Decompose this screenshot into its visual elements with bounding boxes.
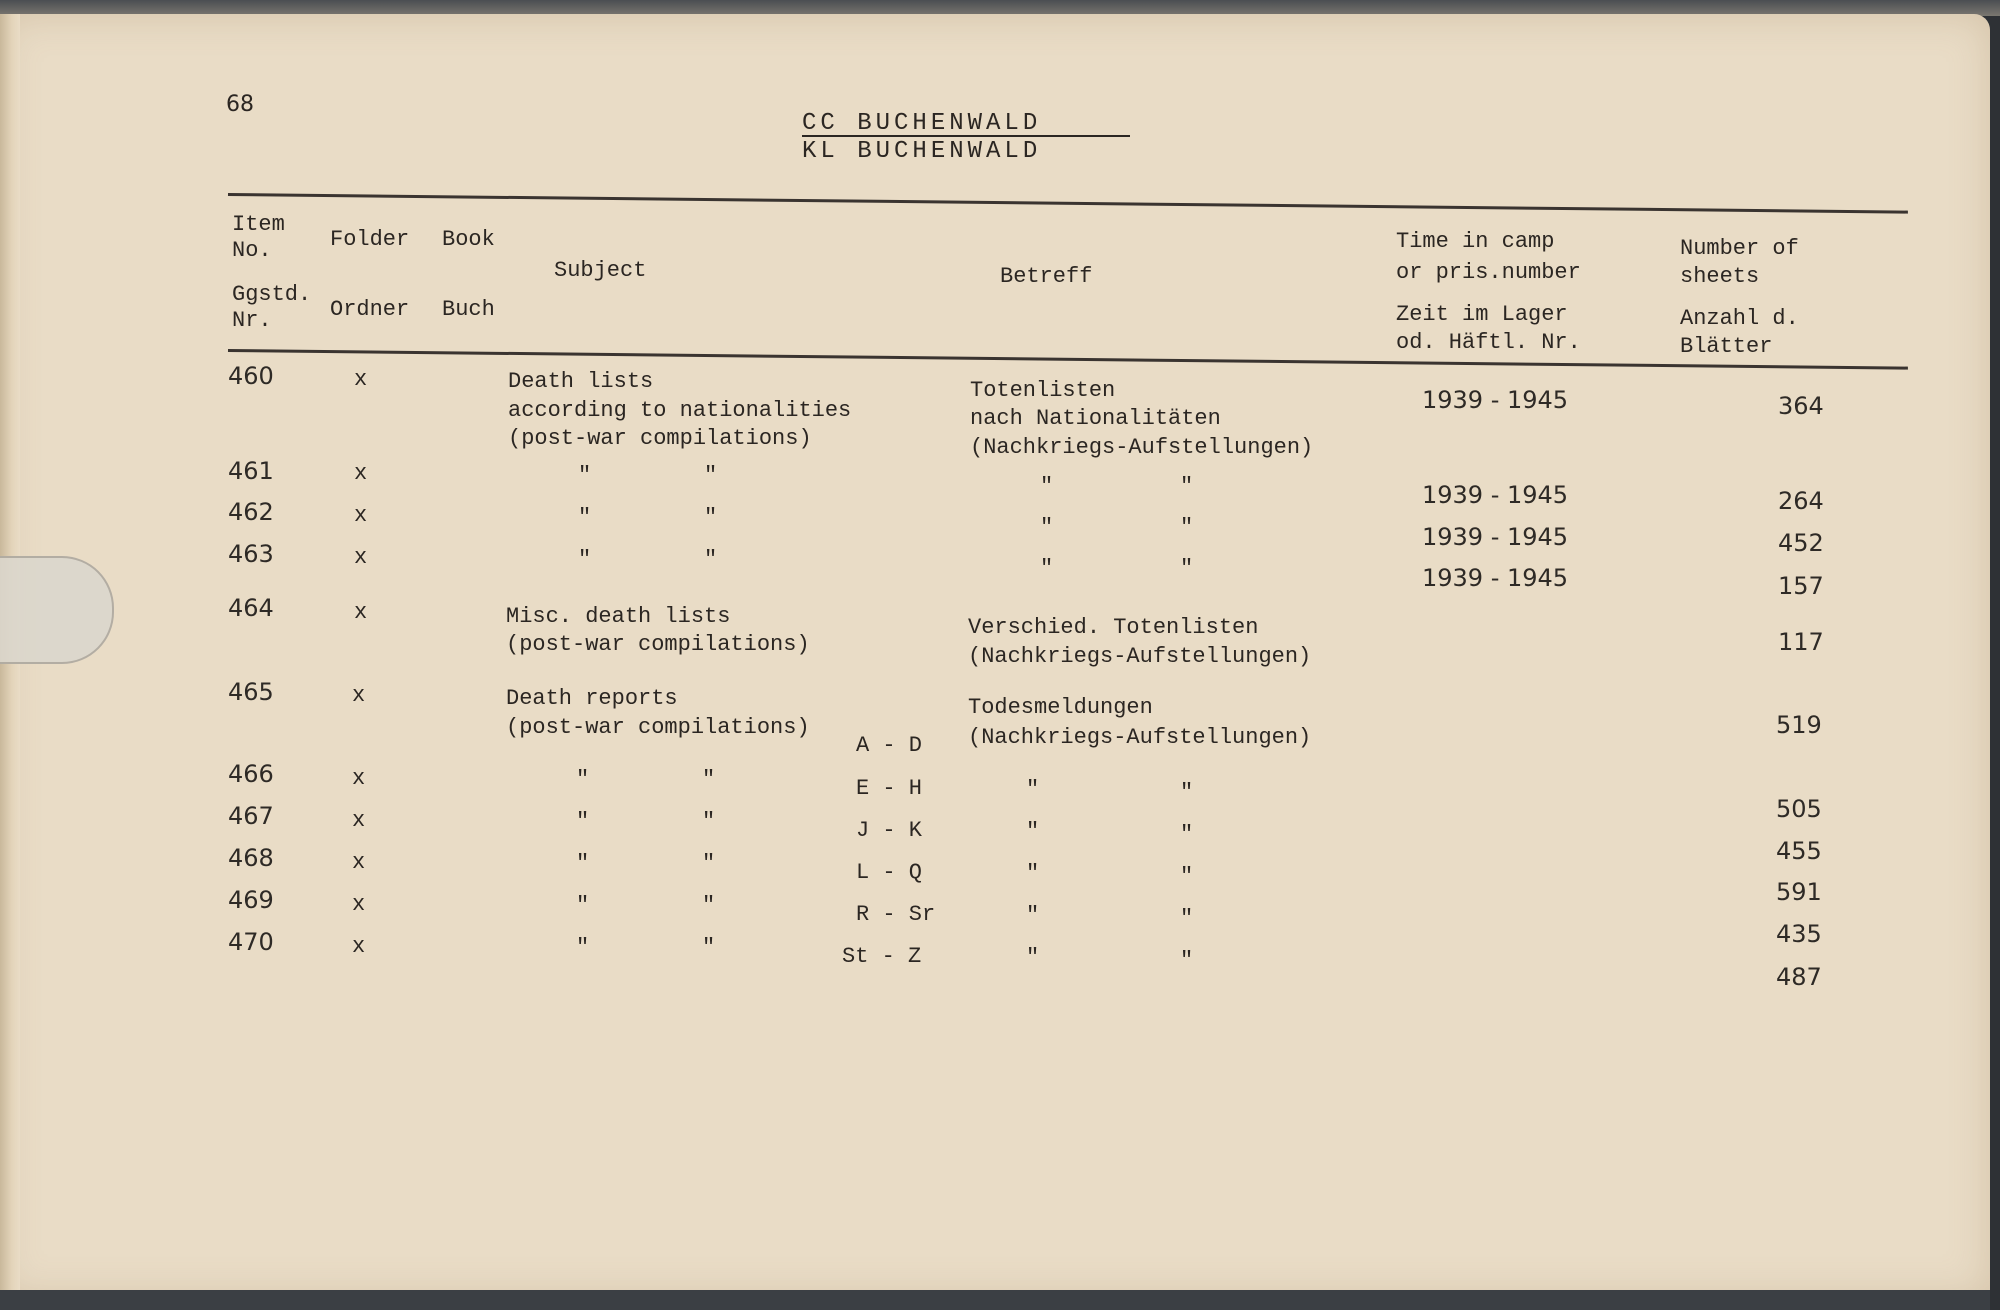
ditto-mark: ": [704, 463, 718, 488]
sheet-count: 157: [1778, 572, 1824, 600]
ditto-mark: ": [1180, 556, 1194, 581]
folder-mark: x: [352, 766, 366, 791]
ditto-mark: ": [1026, 861, 1040, 886]
subject-line: (post-war compilations): [508, 426, 812, 451]
header-sheets-en-1: Number of: [1680, 236, 1799, 261]
page-subtitle: KL BUCHENWALD: [802, 138, 1042, 165]
header-folder-en: Folder: [330, 227, 410, 252]
ditto-mark: ": [702, 935, 716, 960]
ditto-mark: ": [1040, 474, 1054, 499]
subject-line: Death lists: [508, 369, 654, 394]
folder-mark: x: [354, 367, 368, 392]
header-book-en: Book: [442, 227, 495, 252]
item-number: 465: [228, 678, 274, 706]
header-item-de-2: Nr.: [232, 308, 272, 333]
ditto-mark: ": [578, 463, 592, 488]
header-sheets-en-2: sheets: [1680, 264, 1760, 289]
folder-mark: x: [352, 808, 366, 833]
ditto-mark: ": [1180, 780, 1194, 805]
sheet-count: 455: [1776, 837, 1822, 865]
time-in-camp: 1939 - 1945: [1422, 564, 1569, 592]
alphabet-range: L - Q: [856, 860, 923, 885]
alphabet-range: A - D: [856, 733, 923, 758]
sheet-count: 364: [1778, 392, 1824, 420]
subject-line: according to nationalities: [508, 398, 852, 423]
folder-mark: x: [354, 503, 368, 528]
betreff-line: (Nachkriegs-Aufstellungen): [968, 644, 1312, 669]
ditto-mark: ": [1180, 515, 1194, 540]
item-number: 468: [228, 844, 274, 872]
sheet-count: 435: [1776, 920, 1822, 948]
title-underline: [802, 135, 1130, 137]
betreff-line: (Nachkriegs-Aufstellungen): [968, 725, 1312, 750]
sheet-count: 505: [1776, 795, 1822, 823]
betreff-line: nach Nationalitäten: [970, 406, 1221, 431]
ditto-mark: ": [702, 767, 716, 792]
header-time-en-2: or pris.number: [1396, 260, 1581, 285]
header-sheets-de-2: Blätter: [1680, 334, 1773, 359]
item-number: 467: [228, 802, 274, 830]
item-number: 463: [228, 540, 274, 568]
ditto-mark: ": [576, 851, 590, 876]
ditto-mark: ": [1180, 474, 1194, 499]
header-time-de-2: od. Häftl. Nr.: [1396, 330, 1581, 355]
subject-line: (post-war compilations): [506, 715, 810, 740]
ditto-mark: ": [702, 809, 716, 834]
subject-line: Death reports: [506, 686, 678, 711]
time-in-camp: 1939 - 1945: [1422, 523, 1569, 551]
item-number: 460: [228, 362, 274, 390]
ditto-mark: ": [578, 505, 592, 530]
alphabet-range: St - Z: [842, 944, 922, 969]
ditto-mark: ": [1040, 556, 1054, 581]
folder-mark: x: [352, 683, 366, 708]
sheet-count: 487: [1776, 963, 1822, 991]
item-number: 461: [228, 457, 274, 485]
sheet-count: 264: [1778, 487, 1824, 515]
sheet-count: 519: [1776, 711, 1822, 739]
folder-mark: x: [354, 600, 368, 625]
item-number: 469: [228, 886, 274, 914]
ditto-mark: ": [702, 851, 716, 876]
header-time-en-1: Time in camp: [1396, 229, 1555, 254]
ditto-mark: ": [1026, 945, 1040, 970]
ditto-mark: ": [576, 935, 590, 960]
betreff-line: Todesmeldungen: [968, 695, 1153, 720]
page-tab-marker: [0, 556, 114, 664]
header-time-de-1: Zeit im Lager: [1396, 302, 1568, 327]
subject-line: (post-war compilations): [506, 632, 810, 657]
folder-mark: x: [354, 545, 368, 570]
folder-mark: x: [352, 892, 366, 917]
betreff-line: (Nachkriegs-Aufstellungen): [970, 435, 1314, 460]
ditto-mark: ": [1040, 515, 1054, 540]
header-sheets-de-1: Anzahl d.: [1680, 306, 1799, 331]
time-in-camp: 1939 - 1945: [1422, 481, 1569, 509]
ditto-mark: ": [576, 809, 590, 834]
ditto-mark: ": [1026, 819, 1040, 844]
folder-mark: x: [352, 850, 366, 875]
ditto-mark: ": [1180, 822, 1194, 847]
ditto-mark: ": [704, 505, 718, 530]
alphabet-range: R - Sr: [856, 902, 936, 927]
betreff-line: Totenlisten: [970, 378, 1116, 403]
ditto-mark: ": [1180, 948, 1194, 973]
betreff-line: Verschied. Totenlisten: [968, 615, 1259, 640]
page-number: 68: [226, 92, 254, 117]
ditto-mark: ": [1180, 864, 1194, 889]
sheet-count: 117: [1778, 628, 1824, 656]
header-item-en-2: No.: [232, 238, 272, 263]
header-item-de-1: Ggstd.: [232, 282, 312, 307]
folder-mark: x: [352, 934, 366, 959]
item-number: 466: [228, 760, 274, 788]
item-number: 464: [228, 594, 274, 622]
book-bottom-edge: [0, 1290, 1990, 1310]
alphabet-range: E - H: [856, 776, 923, 801]
header-item-en-1: Item: [232, 212, 285, 237]
ditto-mark: ": [1026, 777, 1040, 802]
ditto-mark: ": [578, 547, 592, 572]
ditto-mark: ": [1180, 906, 1194, 931]
ditto-mark: ": [1026, 903, 1040, 928]
folder-mark: x: [354, 461, 368, 486]
alphabet-range: J - K: [856, 818, 923, 843]
item-number: 470: [228, 928, 274, 956]
page-title: CC BUCHENWALD: [802, 110, 1042, 137]
header-book-de: Buch: [442, 297, 495, 322]
ditto-mark: ": [576, 767, 590, 792]
item-number: 462: [228, 498, 274, 526]
sheet-count: 591: [1776, 878, 1822, 906]
ditto-mark: ": [576, 893, 590, 918]
header-folder-de: Ordner: [330, 297, 410, 322]
header-betreff: Betreff: [1000, 264, 1093, 289]
sheet-count: 452: [1778, 529, 1824, 557]
ditto-mark: ": [702, 893, 716, 918]
time-in-camp: 1939 - 1945: [1422, 386, 1569, 414]
header-subject: Subject: [554, 258, 647, 283]
ditto-mark: ": [704, 547, 718, 572]
subject-line: Misc. death lists: [506, 604, 731, 629]
